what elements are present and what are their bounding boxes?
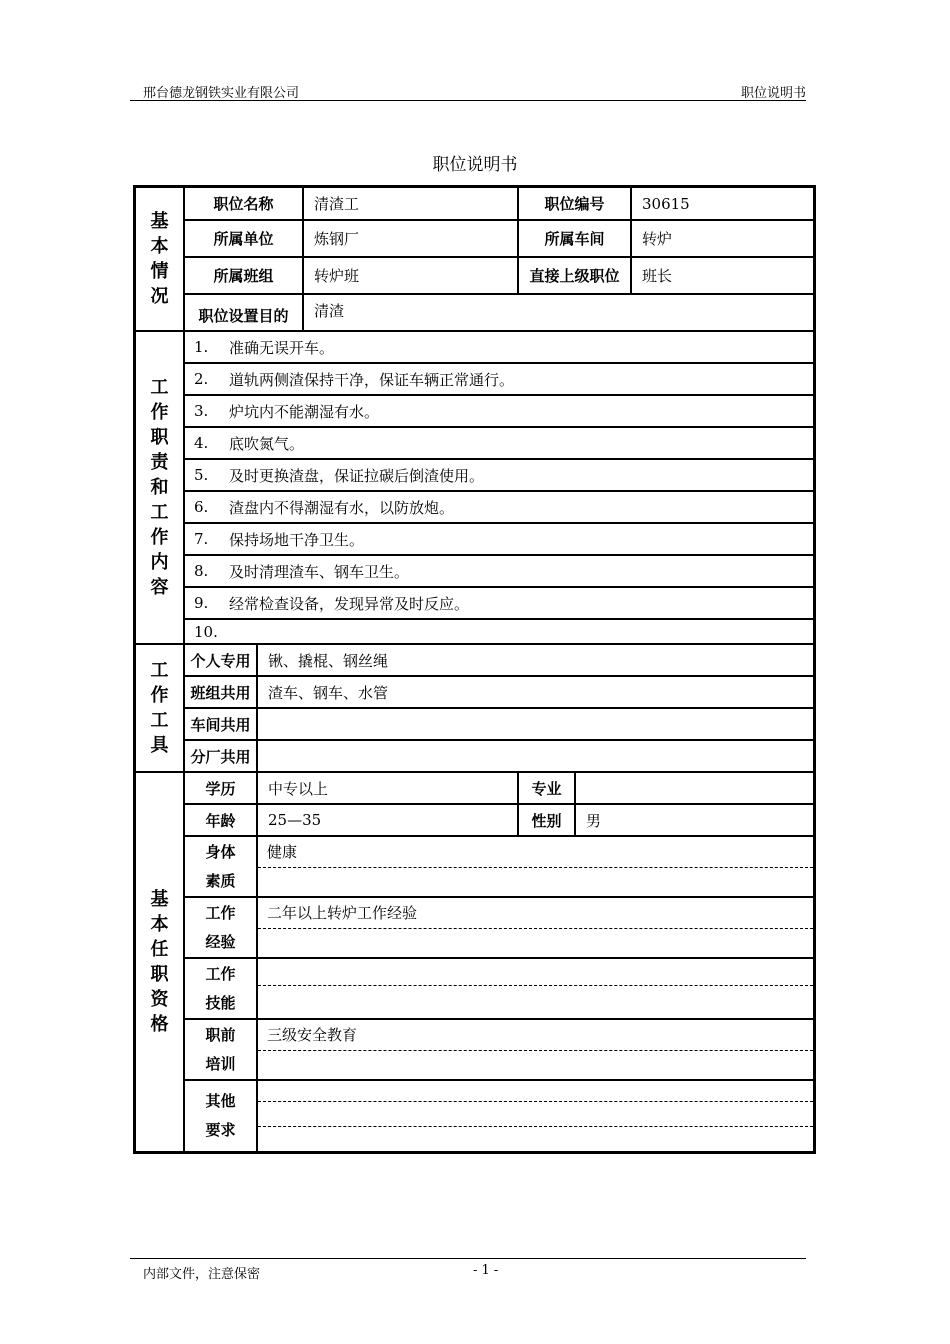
company-name: 邢台德龙钢铁实业有限公司 [143, 86, 300, 101]
section-char: 本 [150, 914, 169, 935]
section-qualifications-label [135, 772, 184, 1152]
position-no-label: 职位编号 [518, 187, 631, 220]
unit-label: 所属单位 [184, 220, 303, 257]
position-name-value: 清渣工 [303, 187, 518, 220]
training-label [184, 1019, 257, 1080]
duty-text: 渣盘内不得潮湿有水，以防放炮。 [229, 498, 455, 517]
tools-team-value: 渣车、钢车、水管 [257, 676, 814, 708]
label-line: 技能 [205, 993, 236, 1012]
duty-text: 经常检查设备，发现异常及时反应。 [229, 594, 470, 613]
position-no-value: 30615 [631, 187, 814, 220]
duty-item [184, 619, 814, 644]
label-line: 素质 [205, 871, 236, 890]
label-line: 工作 [205, 964, 236, 983]
duty-text: 炉坑内不能潮湿有水。 [229, 402, 380, 421]
education-value: 中专以上 [257, 772, 518, 804]
tools-personal-value: 锹、撬棍、钢丝绳 [257, 644, 814, 676]
duty-text: 道轨两侧渣保持干净，保证车辆正常通行。 [229, 370, 515, 389]
team-value: 转炉班 [303, 257, 518, 294]
gender-value: 男 [575, 804, 814, 836]
section-char: 基 [150, 889, 169, 910]
section-char: 作 [150, 685, 169, 706]
section-char: 况 [150, 286, 169, 307]
duty-text: 底吹氮气。 [229, 434, 305, 453]
physical-label [184, 836, 257, 897]
duty-number: 6. [194, 498, 209, 516]
superior-value: 班长 [631, 257, 814, 294]
duty-number: 5. [194, 466, 209, 484]
duty-text: 保持场地干净卫生。 [229, 530, 365, 549]
section-char: 资 [150, 989, 169, 1010]
section-tools-label [135, 644, 184, 772]
duty-text: 准确无误开车。 [229, 338, 335, 357]
page-footer [130, 1258, 806, 1282]
team-label: 所属班组 [184, 257, 303, 294]
duty-item [184, 331, 814, 363]
tools-workshop-label: 车间共用 [184, 708, 257, 740]
tools-team-label: 班组共用 [184, 676, 257, 708]
section-duties-label [135, 331, 184, 644]
section-char: 职 [150, 964, 169, 985]
section-char: 责 [150, 452, 169, 473]
age-label: 年龄 [184, 804, 257, 836]
page-title: 职位说明书 [432, 155, 518, 175]
tools-plant-label: 分厂共用 [184, 740, 257, 772]
section-char: 格 [150, 1014, 169, 1035]
duty-item [184, 523, 814, 555]
page-header [130, 80, 806, 101]
duty-number: 4. [194, 434, 209, 452]
label-line: 职前 [205, 1025, 236, 1044]
ruled-line [258, 1126, 813, 1127]
confidential-note: 内部文件，注意保密 [143, 1267, 261, 1282]
duty-item [184, 363, 814, 395]
other-label [184, 1080, 257, 1152]
section-basic-label [135, 187, 184, 331]
duty-item [184, 555, 814, 587]
ruled-line [258, 985, 813, 986]
tools-personal-label: 个人专用 [184, 644, 257, 676]
duty-number: 9. [194, 594, 209, 612]
doc-type: 职位说明书 [740, 86, 806, 101]
training-value: 三级安全教育 [267, 1026, 358, 1044]
duty-number: 10. [194, 622, 218, 641]
tools-plant-value [257, 740, 814, 772]
ruled-line [258, 1050, 813, 1051]
page-number: - 1 - [473, 1263, 499, 1278]
section-char: 内 [150, 552, 169, 573]
skills-label [184, 958, 257, 1019]
duty-item [184, 459, 814, 491]
ruled-line [258, 1101, 813, 1102]
major-value [575, 772, 814, 804]
duty-number: 2. [194, 370, 209, 388]
workshop-label: 所属车间 [518, 220, 631, 257]
skills-value-cell [257, 958, 814, 1019]
duty-text: 及时更换渣盘，保证拉碳后倒渣使用。 [229, 466, 485, 485]
duty-item [184, 395, 814, 427]
physical-value: 健康 [267, 843, 298, 861]
section-char: 作 [150, 402, 169, 423]
label-line: 经验 [205, 932, 236, 951]
position-name-label: 职位名称 [184, 187, 303, 220]
duty-item [184, 491, 814, 523]
age-value: 25—35 [257, 804, 518, 836]
duty-number: 3. [194, 402, 209, 420]
major-label: 专业 [518, 772, 575, 804]
section-char: 任 [150, 939, 169, 960]
duty-item [184, 587, 814, 619]
label-line: 培训 [205, 1054, 236, 1073]
unit-value: 炼钢厂 [303, 220, 518, 257]
section-char: 和 [150, 477, 169, 498]
duty-number: 1. [194, 338, 209, 356]
section-char: 具 [150, 735, 169, 756]
section-char: 基 [150, 211, 169, 232]
education-label: 学历 [184, 772, 257, 804]
label-line: 其他 [205, 1092, 236, 1110]
section-char: 容 [150, 577, 169, 598]
section-char: 情 [150, 261, 169, 282]
gender-label: 性别 [518, 804, 575, 836]
section-char: 工 [150, 377, 169, 398]
workshop-value: 转炉 [631, 220, 814, 257]
tools-workshop-value [257, 708, 814, 740]
section-char: 职 [150, 427, 169, 448]
purpose-label: 职位设置目的 [184, 294, 303, 331]
section-char: 工 [150, 710, 169, 731]
section-char: 工 [150, 660, 169, 681]
duty-number: 7. [194, 530, 209, 548]
label-line: 工作 [205, 903, 236, 922]
section-char: 作 [150, 527, 169, 548]
section-char: 本 [150, 236, 169, 257]
experience-label [184, 897, 257, 958]
ruled-line [258, 867, 813, 868]
duty-item [184, 427, 814, 459]
other-value-cell [257, 1080, 814, 1152]
label-line: 身体 [205, 842, 236, 861]
label-line: 要求 [205, 1121, 236, 1139]
experience-value: 二年以上转炉工作经验 [267, 904, 418, 922]
purpose-value: 清渣 [303, 294, 814, 331]
ruled-line [258, 928, 813, 929]
duty-text: 及时清理渣车、钢车卫生。 [229, 562, 410, 581]
superior-label: 直接上级职位 [518, 257, 631, 294]
duty-number: 8. [194, 562, 209, 580]
section-char: 工 [150, 502, 169, 523]
